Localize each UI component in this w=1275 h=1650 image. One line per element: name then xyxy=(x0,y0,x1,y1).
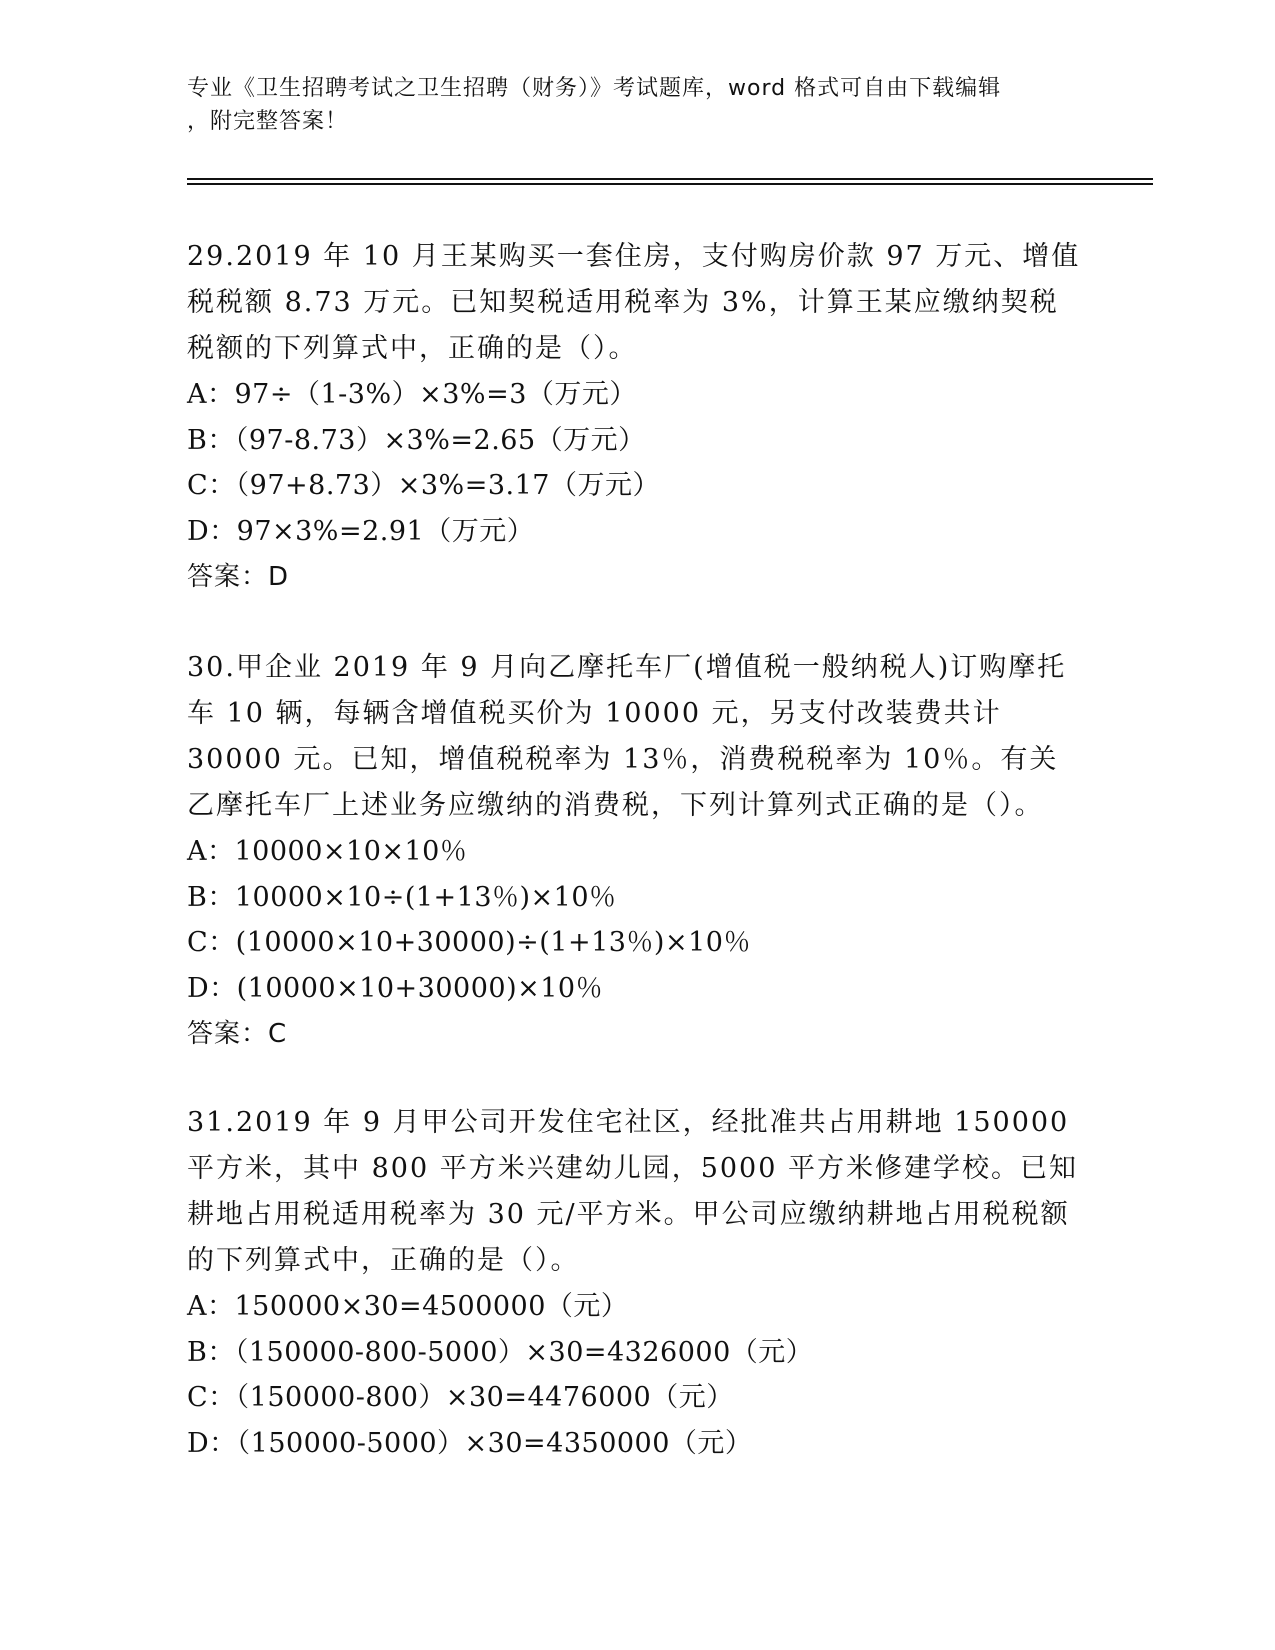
answer-line: 答案：D xyxy=(187,562,290,592)
question-31 xyxy=(187,1100,1087,1466)
option-b: B：（150000-800-5000）×30=4326000（元） xyxy=(187,1336,814,1368)
option-b: B：10000×10÷(1+13％)×10％ xyxy=(187,881,617,913)
document-header xyxy=(187,72,1087,138)
header-line-1: 专业《卫生招聘考试之卫生招聘（财务）》考试题库，word 格式可自由下载编辑 xyxy=(187,76,1002,101)
header-divider-top xyxy=(187,178,1153,180)
option-b: B：（97-8.73）×3%=2.65（万元） xyxy=(187,424,646,456)
question-stem: 30.甲企业 2019 年 9 月向乙摩托车厂(增值税一般纳税人)订购摩托车 10 辆，每辆含增值税买价为 10000 元，另支付改装费共计 30000 元。已知，增值税税率为 13％，消费税税率为 10％。有关乙摩托车厂上述业务应缴纳的消费税，下列计算列式正确的是（）。 xyxy=(187,652,1067,821)
header-divider-bottom xyxy=(187,183,1153,185)
option-d: D：97×3%=2.91（万元） xyxy=(187,515,535,547)
option-c: C：（97+8.73）×3%=3.17（万元） xyxy=(187,470,660,501)
question-stem: 29.2019 年 10 月王某购买一套住房，支付购房价款 97 万元、增值税税额 8.73 万元。已知契税适用税率为 3%，计算王某应缴纳契税税额的下列算式中，正确的是（）。 xyxy=(187,241,1081,364)
option-a: A：97÷（1-3%）×3%=3（万元） xyxy=(187,379,637,410)
option-c: C：(10000×10+30000)÷(1+13％)×10％ xyxy=(187,927,751,958)
option-c: C：（150000-800）×30=4476000（元） xyxy=(187,1382,734,1413)
option-a: A：10000×10×10％ xyxy=(187,836,468,867)
option-d: D：（150000-5000）×30=4350000（元） xyxy=(187,1427,753,1459)
option-a: A：150000×30=4500000（元） xyxy=(187,1291,629,1322)
answer-line: 答案：C xyxy=(187,1019,288,1049)
question-29 xyxy=(187,234,1087,600)
question-30 xyxy=(187,645,1087,1057)
header-line-2: ，附完整答案！ xyxy=(187,109,349,134)
question-stem: 31.2019 年 9 月甲公司开发住宅社区，经批准共占用耕地 150000 平方米，其中 800 平方米兴建幼儿园，5000 平方米修建学校。已知耕地占用税适用税率为 30 元/平方米。甲公司应缴纳耕地占用税税额的下列算式中，正确的是（）。 xyxy=(187,1107,1078,1276)
option-d: D：(10000×10+30000)×10％ xyxy=(187,972,604,1004)
